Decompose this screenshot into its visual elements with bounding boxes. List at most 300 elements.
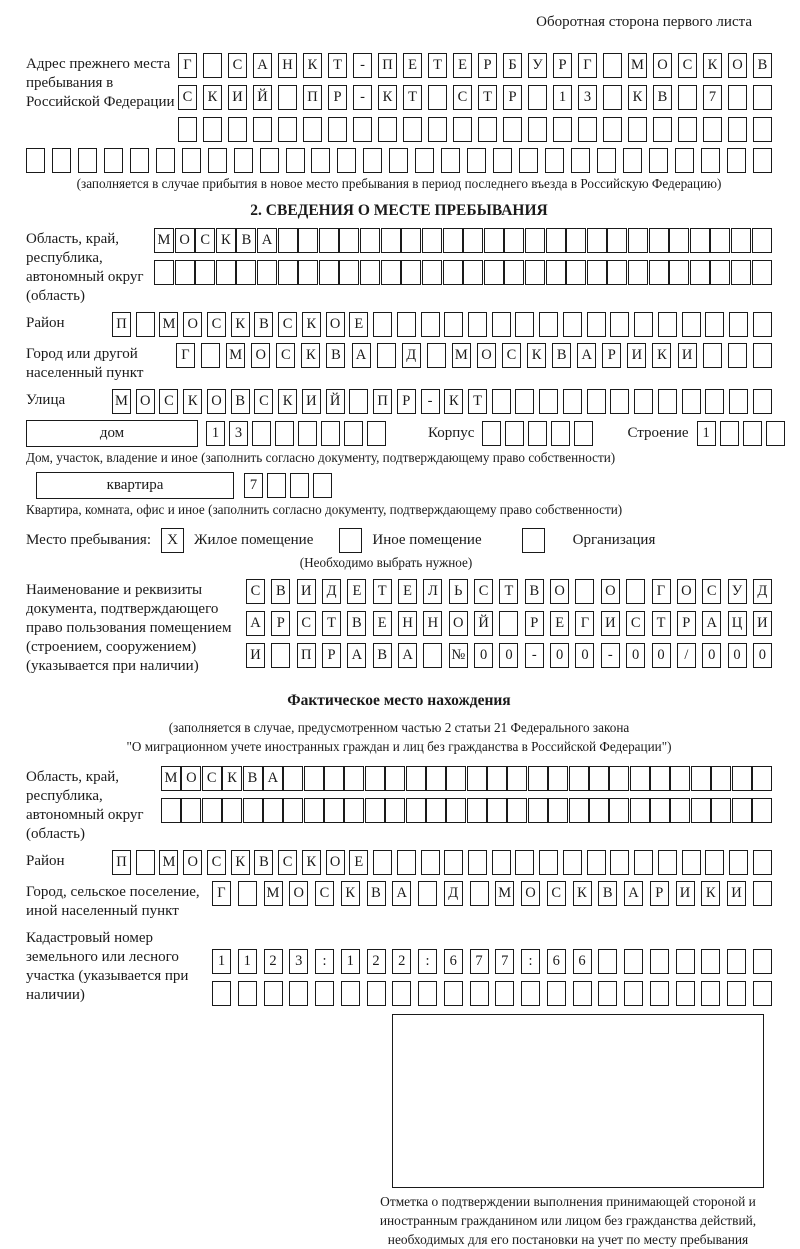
char-cell[interactable]: К	[231, 850, 250, 875]
char-cell[interactable]: Р	[478, 53, 497, 78]
char-cell[interactable]: К	[341, 881, 360, 906]
char-cell[interactable]: А	[253, 53, 272, 78]
char-cell[interactable]	[623, 148, 642, 173]
char-cell[interactable]	[422, 228, 442, 253]
char-cell[interactable]	[650, 798, 670, 823]
char-cell[interactable]	[566, 260, 586, 285]
char-cell[interactable]: С	[626, 611, 645, 636]
char-cell[interactable]: Н	[398, 611, 417, 636]
char-cell[interactable]: О	[521, 881, 540, 906]
char-cell[interactable]: А	[702, 611, 721, 636]
char-cell[interactable]	[234, 148, 253, 173]
char-cell[interactable]: М	[452, 343, 471, 368]
char-cell[interactable]: Й	[474, 611, 493, 636]
char-cell[interactable]	[711, 766, 731, 791]
district-row[interactable]	[112, 312, 772, 337]
char-cell[interactable]	[278, 85, 297, 110]
char-cell[interactable]	[182, 148, 201, 173]
char-cell[interactable]	[607, 260, 627, 285]
char-cell[interactable]	[216, 260, 236, 285]
char-cell[interactable]: А	[392, 881, 411, 906]
char-cell[interactable]: К	[302, 850, 321, 875]
char-cell[interactable]	[406, 798, 426, 823]
char-cell[interactable]: Т	[403, 85, 422, 110]
char-cell[interactable]: М	[226, 343, 245, 368]
prev-address-row-2[interactable]	[178, 85, 772, 110]
char-cell[interactable]: С	[202, 766, 222, 791]
prev-address-row-1[interactable]	[178, 53, 772, 78]
char-cell[interactable]: П	[373, 389, 392, 414]
char-cell[interactable]	[360, 260, 380, 285]
char-cell[interactable]: Ц	[728, 611, 747, 636]
char-cell[interactable]	[367, 981, 386, 1006]
apartment-cells[interactable]	[244, 473, 332, 498]
char-cell[interactable]	[175, 260, 195, 285]
char-cell[interactable]	[422, 260, 442, 285]
char-cell[interactable]: О	[677, 579, 696, 604]
char-cell[interactable]: А	[398, 643, 417, 668]
char-cell[interactable]	[315, 981, 334, 1006]
char-cell[interactable]	[463, 260, 483, 285]
char-cell[interactable]: С	[276, 343, 295, 368]
char-cell[interactable]	[468, 312, 487, 337]
apartment-field[interactable]: квартира	[36, 472, 234, 499]
checkbox-residential[interactable]: X	[161, 528, 184, 553]
char-cell[interactable]	[545, 148, 564, 173]
char-cell[interactable]	[753, 389, 772, 414]
char-cell[interactable]	[690, 228, 710, 253]
char-cell[interactable]: 1	[206, 421, 225, 446]
char-cell[interactable]: М	[112, 389, 131, 414]
char-cell[interactable]: С	[502, 343, 521, 368]
char-cell[interactable]	[669, 260, 689, 285]
char-cell[interactable]	[743, 421, 762, 446]
char-cell[interactable]	[752, 260, 772, 285]
char-cell[interactable]: 2	[264, 949, 283, 974]
char-cell[interactable]: 1	[212, 949, 231, 974]
char-cell[interactable]: С	[474, 579, 493, 604]
checkbox-organization[interactable]	[522, 528, 545, 553]
char-cell[interactable]	[283, 766, 303, 791]
char-cell[interactable]	[701, 148, 720, 173]
char-cell[interactable]	[658, 389, 677, 414]
char-cell[interactable]: И	[678, 343, 697, 368]
char-cell[interactable]: С	[453, 85, 472, 110]
char-cell[interactable]	[339, 260, 359, 285]
char-cell[interactable]: С	[207, 312, 226, 337]
char-cell[interactable]: С	[297, 611, 316, 636]
char-cell[interactable]	[587, 228, 607, 253]
char-cell[interactable]: В	[231, 389, 250, 414]
char-cell[interactable]: О	[251, 343, 270, 368]
char-cell[interactable]	[257, 260, 277, 285]
char-cell[interactable]: М	[628, 53, 647, 78]
char-cell[interactable]	[503, 117, 522, 142]
char-cell[interactable]	[753, 881, 772, 906]
char-cell[interactable]: Л	[423, 579, 442, 604]
char-cell[interactable]	[298, 421, 317, 446]
char-cell[interactable]	[443, 260, 463, 285]
char-cell[interactable]	[587, 312, 606, 337]
char-cell[interactable]: Д	[322, 579, 341, 604]
char-cell[interactable]	[401, 228, 421, 253]
char-cell[interactable]	[727, 981, 746, 1006]
char-cell[interactable]: 2	[367, 949, 386, 974]
char-cell[interactable]	[78, 148, 97, 173]
document-row-3[interactable]	[246, 643, 772, 668]
char-cell[interactable]: М	[495, 881, 514, 906]
char-cell[interactable]	[732, 798, 752, 823]
char-cell[interactable]	[630, 798, 650, 823]
char-cell[interactable]	[603, 117, 622, 142]
char-cell[interactable]	[389, 148, 408, 173]
char-cell[interactable]: С	[678, 53, 697, 78]
char-cell[interactable]	[566, 228, 586, 253]
char-cell[interactable]: А	[347, 643, 366, 668]
char-cell[interactable]	[658, 312, 677, 337]
stroenie-cells[interactable]	[697, 421, 785, 446]
char-cell[interactable]	[691, 798, 711, 823]
char-cell[interactable]: К	[278, 389, 297, 414]
char-cell[interactable]: К	[183, 389, 202, 414]
char-cell[interactable]	[691, 766, 711, 791]
char-cell[interactable]: 1	[697, 421, 716, 446]
char-cell[interactable]	[260, 148, 279, 173]
char-cell[interactable]: Е	[349, 312, 368, 337]
char-cell[interactable]	[278, 117, 297, 142]
char-cell[interactable]	[418, 881, 437, 906]
char-cell[interactable]: :	[418, 949, 437, 974]
char-cell[interactable]	[569, 798, 589, 823]
char-cell[interactable]	[470, 981, 489, 1006]
char-cell[interactable]	[610, 389, 629, 414]
char-cell[interactable]: С	[315, 881, 334, 906]
char-cell[interactable]: Р	[322, 643, 341, 668]
char-cell[interactable]: 7	[495, 949, 514, 974]
char-cell[interactable]: К	[378, 85, 397, 110]
char-cell[interactable]	[252, 421, 271, 446]
char-cell[interactable]	[381, 228, 401, 253]
char-cell[interactable]	[507, 766, 527, 791]
char-cell[interactable]	[515, 850, 534, 875]
char-cell[interactable]: Р	[650, 881, 669, 906]
char-cell[interactable]: №	[449, 643, 468, 668]
cadastral-row-2[interactable]	[212, 981, 772, 1006]
char-cell[interactable]	[753, 312, 772, 337]
char-cell[interactable]	[324, 798, 344, 823]
char-cell[interactable]	[344, 421, 363, 446]
char-cell[interactable]	[453, 117, 472, 142]
char-cell[interactable]	[628, 117, 647, 142]
char-cell[interactable]: Р	[525, 611, 544, 636]
char-cell[interactable]: О	[207, 389, 226, 414]
char-cell[interactable]	[421, 312, 440, 337]
char-cell[interactable]: 1	[238, 949, 257, 974]
char-cell[interactable]: Е	[398, 579, 417, 604]
char-cell[interactable]	[528, 798, 548, 823]
char-cell[interactable]: 0	[474, 643, 493, 668]
char-cell[interactable]	[495, 981, 514, 1006]
char-cell[interactable]	[203, 117, 222, 142]
char-cell[interactable]: В	[552, 343, 571, 368]
char-cell[interactable]: В	[653, 85, 672, 110]
char-cell[interactable]	[493, 148, 512, 173]
char-cell[interactable]	[766, 421, 785, 446]
char-cell[interactable]	[753, 981, 772, 1006]
char-cell[interactable]	[367, 421, 386, 446]
char-cell[interactable]: М	[154, 228, 174, 253]
char-cell[interactable]: О	[289, 881, 308, 906]
char-cell[interactable]	[650, 981, 669, 1006]
char-cell[interactable]	[634, 850, 653, 875]
char-cell[interactable]: А	[246, 611, 265, 636]
char-cell[interactable]	[753, 117, 772, 142]
char-cell[interactable]: Г	[176, 343, 195, 368]
char-cell[interactable]	[678, 85, 697, 110]
char-cell[interactable]	[678, 117, 697, 142]
char-cell[interactable]	[290, 473, 309, 498]
char-cell[interactable]	[403, 117, 422, 142]
char-cell[interactable]	[156, 148, 175, 173]
char-cell[interactable]: Т	[428, 53, 447, 78]
char-cell[interactable]	[729, 312, 748, 337]
char-cell[interactable]	[484, 228, 504, 253]
char-cell[interactable]: О	[136, 389, 155, 414]
char-cell[interactable]: С	[702, 579, 721, 604]
char-cell[interactable]: И	[228, 85, 247, 110]
char-cell[interactable]	[563, 389, 582, 414]
char-cell[interactable]: К	[203, 85, 222, 110]
char-cell[interactable]: Д	[402, 343, 421, 368]
char-cell[interactable]	[753, 949, 772, 974]
char-cell[interactable]	[392, 981, 411, 1006]
char-cell[interactable]	[528, 117, 547, 142]
char-cell[interactable]: 6	[573, 949, 592, 974]
char-cell[interactable]: Т	[652, 611, 671, 636]
char-cell[interactable]: М	[159, 850, 178, 875]
char-cell[interactable]: :	[315, 949, 334, 974]
char-cell[interactable]: И	[727, 881, 746, 906]
char-cell[interactable]	[676, 981, 695, 1006]
char-cell[interactable]: Р	[677, 611, 696, 636]
char-cell[interactable]	[344, 766, 364, 791]
char-cell[interactable]: С	[195, 228, 215, 253]
char-cell[interactable]	[575, 579, 594, 604]
char-cell[interactable]: Н	[278, 53, 297, 78]
char-cell[interactable]: Г	[178, 53, 197, 78]
char-cell[interactable]	[360, 228, 380, 253]
char-cell[interactable]	[478, 117, 497, 142]
char-cell[interactable]	[574, 421, 593, 446]
region-row-2[interactable]	[154, 260, 772, 285]
char-cell[interactable]	[441, 148, 460, 173]
char-cell[interactable]	[521, 981, 540, 1006]
char-cell[interactable]	[519, 148, 538, 173]
char-cell[interactable]	[589, 798, 609, 823]
char-cell[interactable]: В	[254, 312, 273, 337]
prev-address-row-4[interactable]	[26, 148, 772, 173]
char-cell[interactable]: П	[297, 643, 316, 668]
char-cell[interactable]	[397, 850, 416, 875]
char-cell[interactable]: И	[246, 643, 265, 668]
char-cell[interactable]: Б	[503, 53, 522, 78]
char-cell[interactable]	[373, 312, 392, 337]
char-cell[interactable]: 6	[547, 949, 566, 974]
stamp-box[interactable]	[392, 1014, 764, 1188]
char-cell[interactable]: А	[577, 343, 596, 368]
char-cell[interactable]: К	[527, 343, 546, 368]
char-cell[interactable]	[303, 117, 322, 142]
char-cell[interactable]	[626, 579, 645, 604]
char-cell[interactable]: 6	[444, 949, 463, 974]
char-cell[interactable]: Е	[453, 53, 472, 78]
char-cell[interactable]	[26, 148, 45, 173]
char-cell[interactable]	[705, 850, 724, 875]
house-field[interactable]: дом	[26, 420, 198, 447]
char-cell[interactable]: И	[601, 611, 620, 636]
char-cell[interactable]: С	[159, 389, 178, 414]
street-row[interactable]	[112, 389, 772, 414]
char-cell[interactable]	[406, 766, 426, 791]
char-cell[interactable]	[669, 228, 689, 253]
char-cell[interactable]	[598, 949, 617, 974]
char-cell[interactable]	[731, 260, 751, 285]
char-cell[interactable]	[525, 260, 545, 285]
char-cell[interactable]: 3	[578, 85, 597, 110]
char-cell[interactable]	[339, 228, 359, 253]
char-cell[interactable]	[418, 981, 437, 1006]
char-cell[interactable]	[385, 798, 405, 823]
char-cell[interactable]	[283, 798, 303, 823]
char-cell[interactable]: М	[264, 881, 283, 906]
char-cell[interactable]	[603, 85, 622, 110]
document-row-1[interactable]	[246, 579, 772, 604]
char-cell[interactable]	[377, 343, 396, 368]
char-cell[interactable]	[703, 343, 722, 368]
char-cell[interactable]	[682, 850, 701, 875]
char-cell[interactable]: Р	[397, 389, 416, 414]
char-cell[interactable]	[208, 148, 227, 173]
char-cell[interactable]	[271, 643, 290, 668]
char-cell[interactable]	[470, 881, 489, 906]
char-cell[interactable]: Г	[212, 881, 231, 906]
char-cell[interactable]: -	[353, 53, 372, 78]
char-cell[interactable]	[731, 228, 751, 253]
char-cell[interactable]	[446, 798, 466, 823]
char-cell[interactable]: Ь	[449, 579, 468, 604]
char-cell[interactable]: 3	[229, 421, 248, 446]
char-cell[interactable]: В	[373, 643, 392, 668]
char-cell[interactable]: В	[753, 53, 772, 78]
char-cell[interactable]: В	[236, 228, 256, 253]
char-cell[interactable]	[610, 312, 629, 337]
char-cell[interactable]	[341, 981, 360, 1006]
char-cell[interactable]: Р	[553, 53, 572, 78]
char-cell[interactable]	[548, 766, 568, 791]
actual-region-row-2[interactable]	[161, 798, 772, 823]
char-cell[interactable]	[365, 766, 385, 791]
char-cell[interactable]	[397, 312, 416, 337]
char-cell[interactable]: К	[652, 343, 671, 368]
char-cell[interactable]	[421, 850, 440, 875]
char-cell[interactable]: И	[753, 611, 772, 636]
char-cell[interactable]: О	[449, 611, 468, 636]
char-cell[interactable]	[539, 312, 558, 337]
char-cell[interactable]	[753, 85, 772, 110]
char-cell[interactable]	[675, 148, 694, 173]
char-cell[interactable]	[328, 117, 347, 142]
char-cell[interactable]	[610, 850, 629, 875]
char-cell[interactable]	[705, 389, 724, 414]
char-cell[interactable]	[603, 53, 622, 78]
char-cell[interactable]: О	[653, 53, 672, 78]
char-cell[interactable]	[515, 389, 534, 414]
char-cell[interactable]: 7	[703, 85, 722, 110]
char-cell[interactable]: Р	[602, 343, 621, 368]
char-cell[interactable]: Т	[499, 579, 518, 604]
char-cell[interactable]: С	[228, 53, 247, 78]
char-cell[interactable]	[653, 117, 672, 142]
checkbox-other-premises[interactable]	[339, 528, 362, 553]
char-cell[interactable]: В	[367, 881, 386, 906]
char-cell[interactable]	[505, 421, 524, 446]
char-cell[interactable]: У	[528, 53, 547, 78]
prev-address-row-3[interactable]	[178, 117, 772, 142]
char-cell[interactable]	[546, 228, 566, 253]
char-cell[interactable]	[628, 228, 648, 253]
char-cell[interactable]: О	[326, 312, 345, 337]
char-cell[interactable]	[711, 798, 731, 823]
char-cell[interactable]: Г	[578, 53, 597, 78]
char-cell[interactable]	[539, 850, 558, 875]
char-cell[interactable]	[753, 148, 772, 173]
char-cell[interactable]	[321, 421, 340, 446]
char-cell[interactable]	[507, 798, 527, 823]
city-row[interactable]	[176, 343, 772, 368]
char-cell[interactable]: Е	[349, 850, 368, 875]
char-cell[interactable]	[727, 949, 746, 974]
char-cell[interactable]	[253, 117, 272, 142]
char-cell[interactable]	[349, 389, 368, 414]
char-cell[interactable]: -	[601, 643, 620, 668]
char-cell[interactable]: П	[112, 850, 131, 875]
char-cell[interactable]: Й	[326, 389, 345, 414]
char-cell[interactable]	[729, 850, 748, 875]
char-cell[interactable]: И	[676, 881, 695, 906]
char-cell[interactable]	[304, 798, 324, 823]
char-cell[interactable]	[563, 850, 582, 875]
char-cell[interactable]: О	[601, 579, 620, 604]
char-cell[interactable]: 0	[550, 643, 569, 668]
char-cell[interactable]: Й	[253, 85, 272, 110]
char-cell[interactable]	[658, 850, 677, 875]
char-cell[interactable]	[587, 850, 606, 875]
char-cell[interactable]	[52, 148, 71, 173]
house-number-cells[interactable]	[206, 421, 386, 446]
char-cell[interactable]	[426, 766, 446, 791]
char-cell[interactable]	[286, 148, 305, 173]
char-cell[interactable]: Е	[550, 611, 569, 636]
char-cell[interactable]	[467, 148, 486, 173]
char-cell[interactable]	[289, 981, 308, 1006]
char-cell[interactable]	[236, 260, 256, 285]
char-cell[interactable]: -	[353, 85, 372, 110]
char-cell[interactable]	[587, 389, 606, 414]
char-cell[interactable]	[539, 389, 558, 414]
document-row-2[interactable]	[246, 611, 772, 636]
cadastral-row-1[interactable]	[212, 949, 772, 974]
char-cell[interactable]	[528, 85, 547, 110]
